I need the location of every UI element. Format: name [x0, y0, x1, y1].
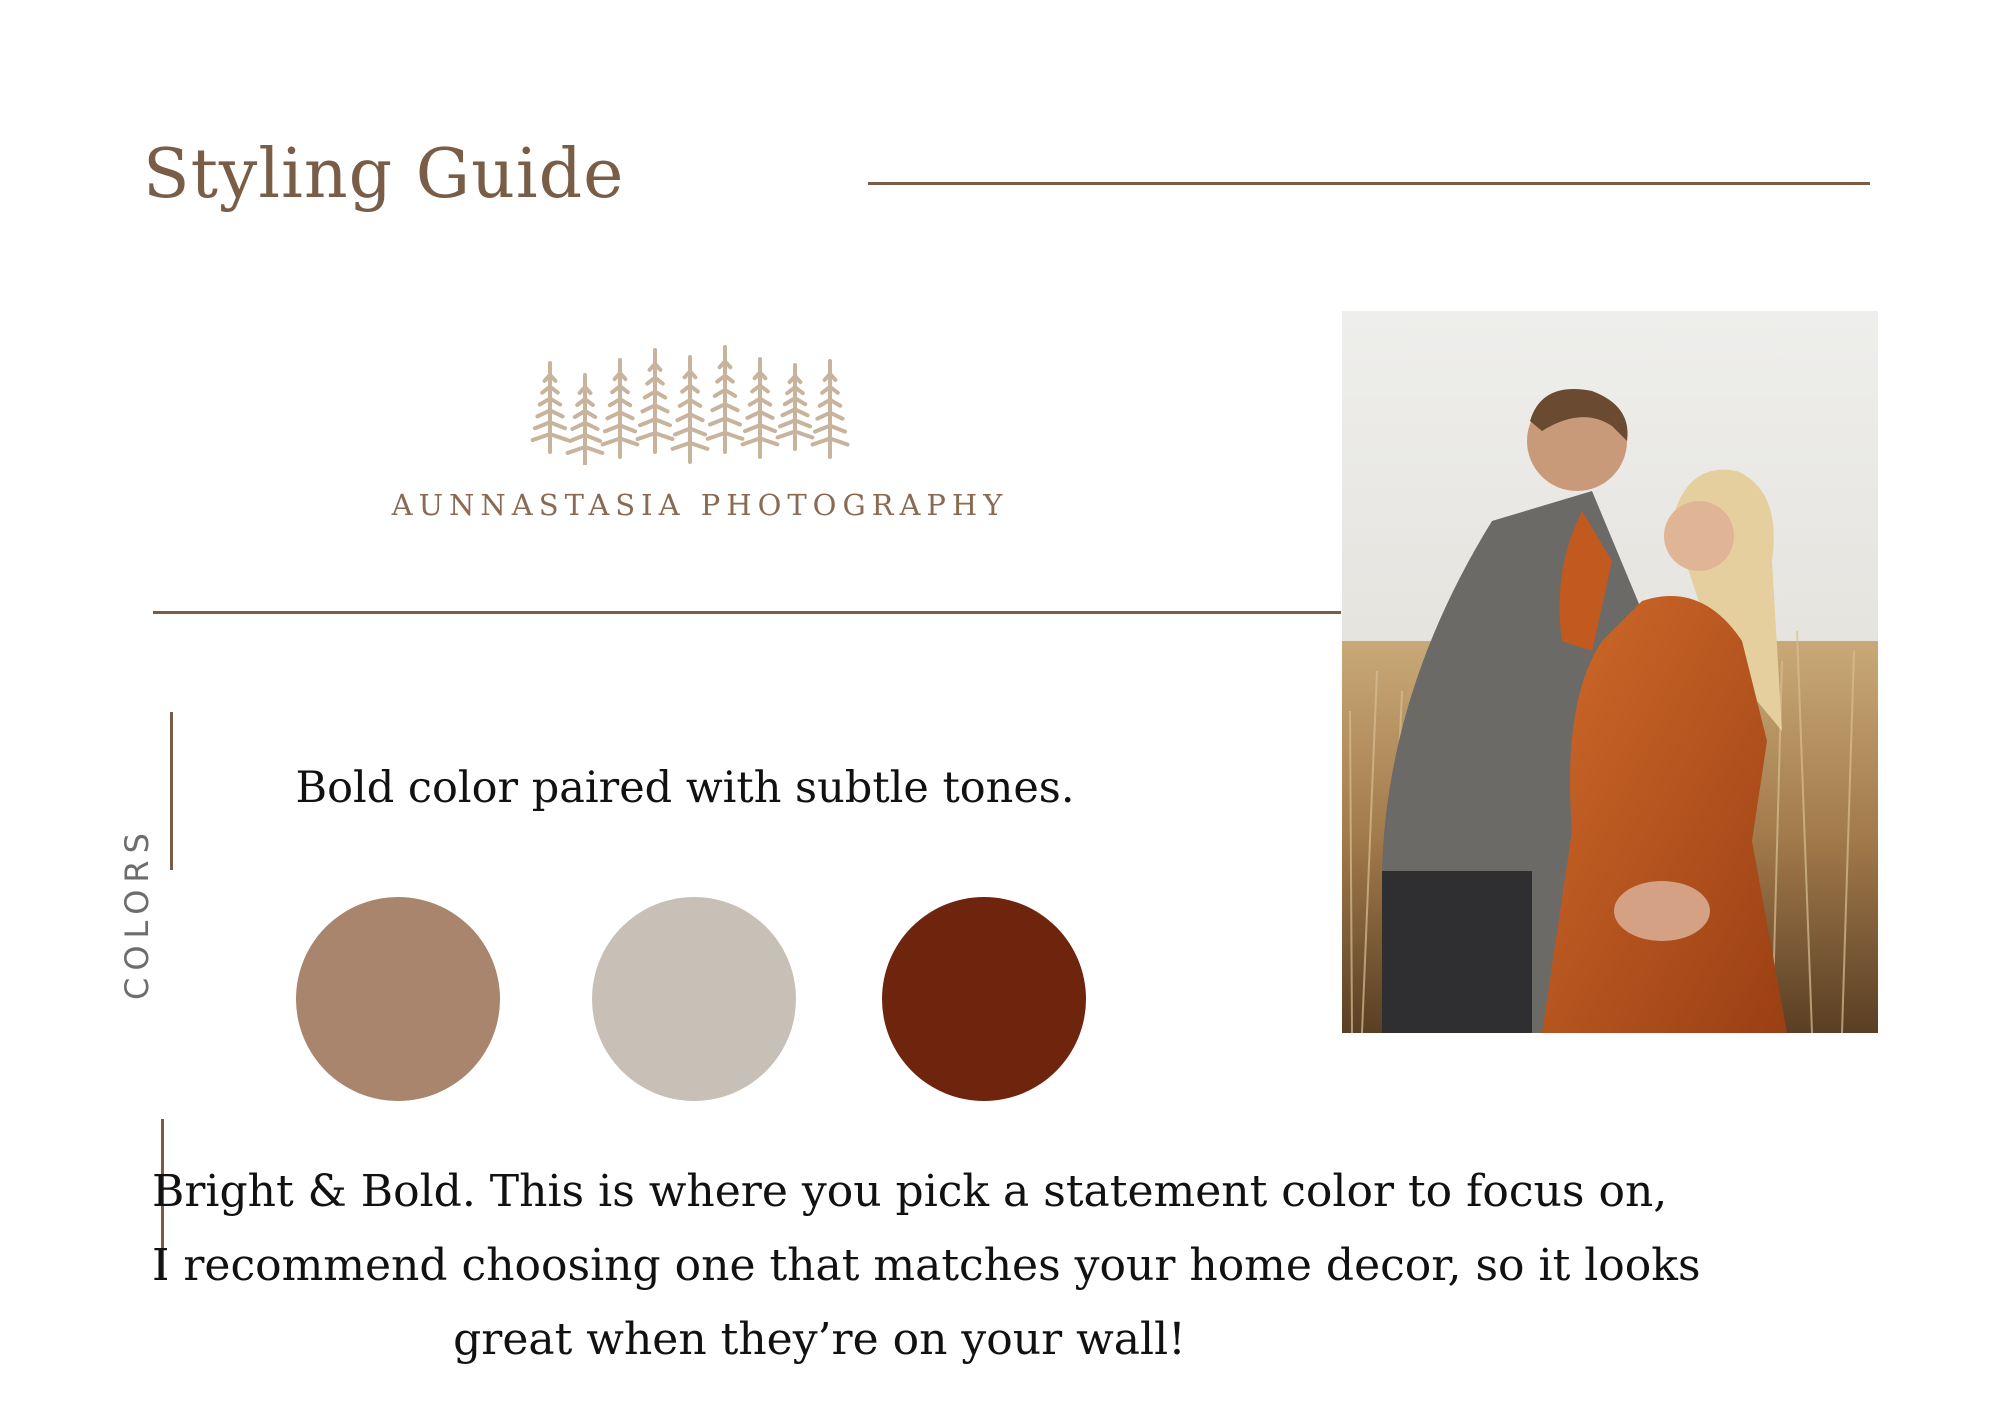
description-line-1: Bright & Bold. This is where you pick a statement color to focus on, — [152, 1166, 1668, 1217]
colors-tagline: Bold color paired with subtle tones. — [295, 763, 1075, 813]
section-divider — [153, 611, 1341, 614]
color-swatch-greige — [592, 897, 796, 1101]
pine-trees-icon — [530, 345, 860, 465]
page-title: Styling Guide — [143, 135, 625, 214]
description-text — [152, 1155, 1701, 1377]
colors-side-bar — [170, 712, 173, 870]
colors-side-label: COLORS — [118, 826, 156, 1000]
color-swatch-rust — [882, 897, 1086, 1101]
header-divider — [868, 182, 1870, 185]
description-line-2: I recommend choosing one that matches your home decor, so it looks — [152, 1240, 1701, 1291]
color-swatch-tan — [296, 897, 500, 1101]
brand-name: AUNNASTASIA PHOTOGRAPHY — [391, 488, 1009, 522]
description-line-3: great when they’re on your wall! — [453, 1314, 1186, 1365]
couple-embracing-in-field-photo — [1342, 311, 1878, 1033]
